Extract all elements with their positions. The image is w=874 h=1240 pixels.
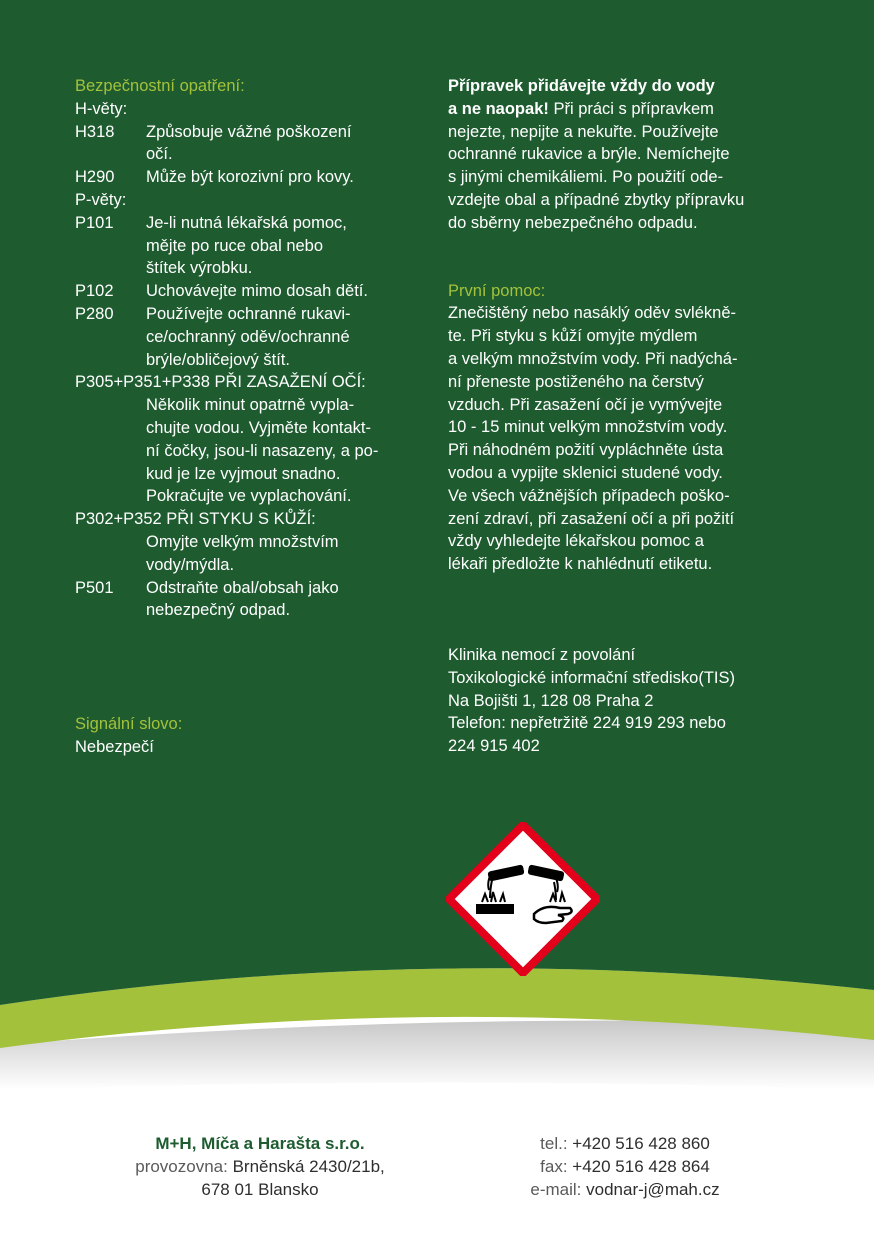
intro-line: vzdejte obal a případné zbytky přípravku xyxy=(448,190,745,209)
p101-line: Je-li nutná lékařská pomoc, xyxy=(146,213,347,232)
p302-text xyxy=(75,531,425,577)
h290-line: Může být korozivní pro kovy. xyxy=(146,168,354,187)
first-aid-line: 10 - 15 minut velkým množstvím vody. xyxy=(448,418,728,437)
p101-line: mějte po ruce obal nebo xyxy=(146,236,324,255)
p302-line: Omyjte velkým množstvím xyxy=(146,532,339,551)
clinic-line: Na Bojišti 1, 128 08 Praha 2 xyxy=(448,691,654,710)
intro-bold-line: Přípravek přidávejte vždy do vody xyxy=(448,77,715,95)
h318-code: H318 xyxy=(75,122,115,141)
fax-line xyxy=(440,1155,810,1178)
p501-line: Odstraňte obal/obsah jako xyxy=(146,578,339,597)
p101-line: štítek výrobku. xyxy=(146,259,253,278)
p305-line: ní čočky, jsou-li nasazeny, a po- xyxy=(146,441,379,460)
p280-row xyxy=(75,303,425,371)
p305-heading: P305+P351+P338 PŘI ZASAŽENÍ OČÍ: xyxy=(75,373,366,392)
clinic-line: 224 915 402 xyxy=(448,737,540,756)
first-aid-line: Znečištěný nebo nasáklý oděv svlékně- xyxy=(448,304,736,323)
intro-line: ochranné rukavice a brýle. Nemíchejte xyxy=(448,145,730,164)
contact-info xyxy=(440,1132,810,1201)
safety-heading: Bezpečnostní opatření: xyxy=(75,77,245,95)
h290-code: H290 xyxy=(75,168,115,187)
address-street: Brněnská 2430/21b, xyxy=(232,1157,385,1176)
intro-second-line xyxy=(448,98,808,121)
p305-line: kud je lze vyjmout snadno. xyxy=(146,464,341,483)
first-aid-line: vždy vyhledejte lékařskou pomoc a xyxy=(448,532,704,551)
p102-line: Uchovávejte mimo dosah dětí. xyxy=(146,282,368,301)
p305-line: chujte vodou. Vyjměte kontakt- xyxy=(146,418,372,437)
signal-word-heading: Signální slovo: xyxy=(75,715,183,734)
intro-rest: Při práci s přípravkem xyxy=(548,99,714,118)
first-aid-line: Při náhodném požití vypláchněte ústa xyxy=(448,441,724,460)
p280-line: Používejte ochranné rukavi- xyxy=(146,304,351,323)
phone-line xyxy=(440,1132,810,1155)
tel-value: +420 516 428 860 xyxy=(572,1134,710,1153)
first-aid-line: vodou a vypijte sklenici studené vody. xyxy=(448,463,723,482)
p-statements-label: P-věty: xyxy=(75,190,127,209)
safety-column xyxy=(75,75,425,759)
company-name: M+H, Míča a Harašta s.r.o. xyxy=(155,1134,365,1153)
address-label: provozovna: xyxy=(135,1157,228,1176)
p305-line: Několik minut opatrně vypla- xyxy=(146,396,355,415)
email-label: e-mail: xyxy=(530,1180,582,1199)
h-statements-label: H-věty: xyxy=(75,99,128,118)
first-aid-line: lékaři předložte k nahlédnutí etiketu. xyxy=(448,555,713,574)
intro-line: s jinými chemikáliemi. Po použití ode- xyxy=(448,168,724,187)
p280-code: P280 xyxy=(75,304,114,323)
signal-word: Nebezpečí xyxy=(75,737,154,756)
clinic-line: Toxikologické informační středisko(TIS) xyxy=(448,668,736,687)
p501-line: nebezpečný odpad. xyxy=(146,601,291,620)
p101-code: P101 xyxy=(75,213,114,232)
first-aid-line: Ve všech vážnějších případech poško- xyxy=(448,486,730,505)
p501-code: P501 xyxy=(75,578,114,597)
fax-label: fax: xyxy=(540,1157,568,1176)
p302-heading: P302+P352 PŘI STYKU S KŮŽÍ: xyxy=(75,510,316,529)
intro-line: do sběrny nebezpečného odpadu. xyxy=(448,213,698,232)
p102-code: P102 xyxy=(75,282,114,301)
h290-row xyxy=(75,166,425,189)
address-city: 678 01 Blansko xyxy=(201,1180,319,1199)
instructions-column xyxy=(448,75,808,758)
first-aid-line: te. Při styku s kůží omyjte mýdlem xyxy=(448,327,698,346)
fax-value: +420 516 428 864 xyxy=(572,1157,710,1176)
email-line xyxy=(440,1178,810,1201)
h318-line: očí. xyxy=(146,145,173,164)
company-address xyxy=(80,1155,440,1178)
email-link[interactable]: vodnar-j@mah.cz xyxy=(586,1180,720,1199)
corrosive-pictogram-icon xyxy=(446,822,600,976)
company-info xyxy=(80,1132,440,1201)
intro-bold-line: a ne naopak! xyxy=(448,99,549,118)
clinic-line: Klinika nemocí z povolání xyxy=(448,645,636,664)
p280-line: ce/ochranný oděv/ochranné xyxy=(146,327,350,346)
p305-text xyxy=(75,394,425,508)
p305-line: Pokračujte ve vyplachování. xyxy=(146,487,352,506)
h318-row xyxy=(75,121,425,167)
first-aid-line: zení zdraví, při zasažení očí a při požití xyxy=(448,509,735,528)
clinic-line: Telefon: nepřetržitě 224 919 293 nebo xyxy=(448,714,726,733)
first-aid-line: vzduch. Při zasažení očí je vymývejte xyxy=(448,395,723,414)
intro-line: nejezte, nepijte a nekuřte. Používejte xyxy=(448,122,719,141)
first-aid-heading: První pomoc: xyxy=(448,281,546,300)
first-aid-line: a velkým množstvím vody. Při nadýchá- xyxy=(448,349,738,368)
p302-line: vody/mýdla. xyxy=(146,555,235,574)
h318-line: Způsobuje vážné poškození xyxy=(146,122,352,141)
p280-line: brýle/obličejový štít. xyxy=(146,350,290,369)
p102-row xyxy=(75,280,425,303)
p101-row xyxy=(75,212,425,280)
first-aid-line: ní přeneste postiženého na čerstvý xyxy=(448,372,704,391)
tel-label: tel.: xyxy=(540,1134,568,1153)
p501-row xyxy=(75,577,425,623)
